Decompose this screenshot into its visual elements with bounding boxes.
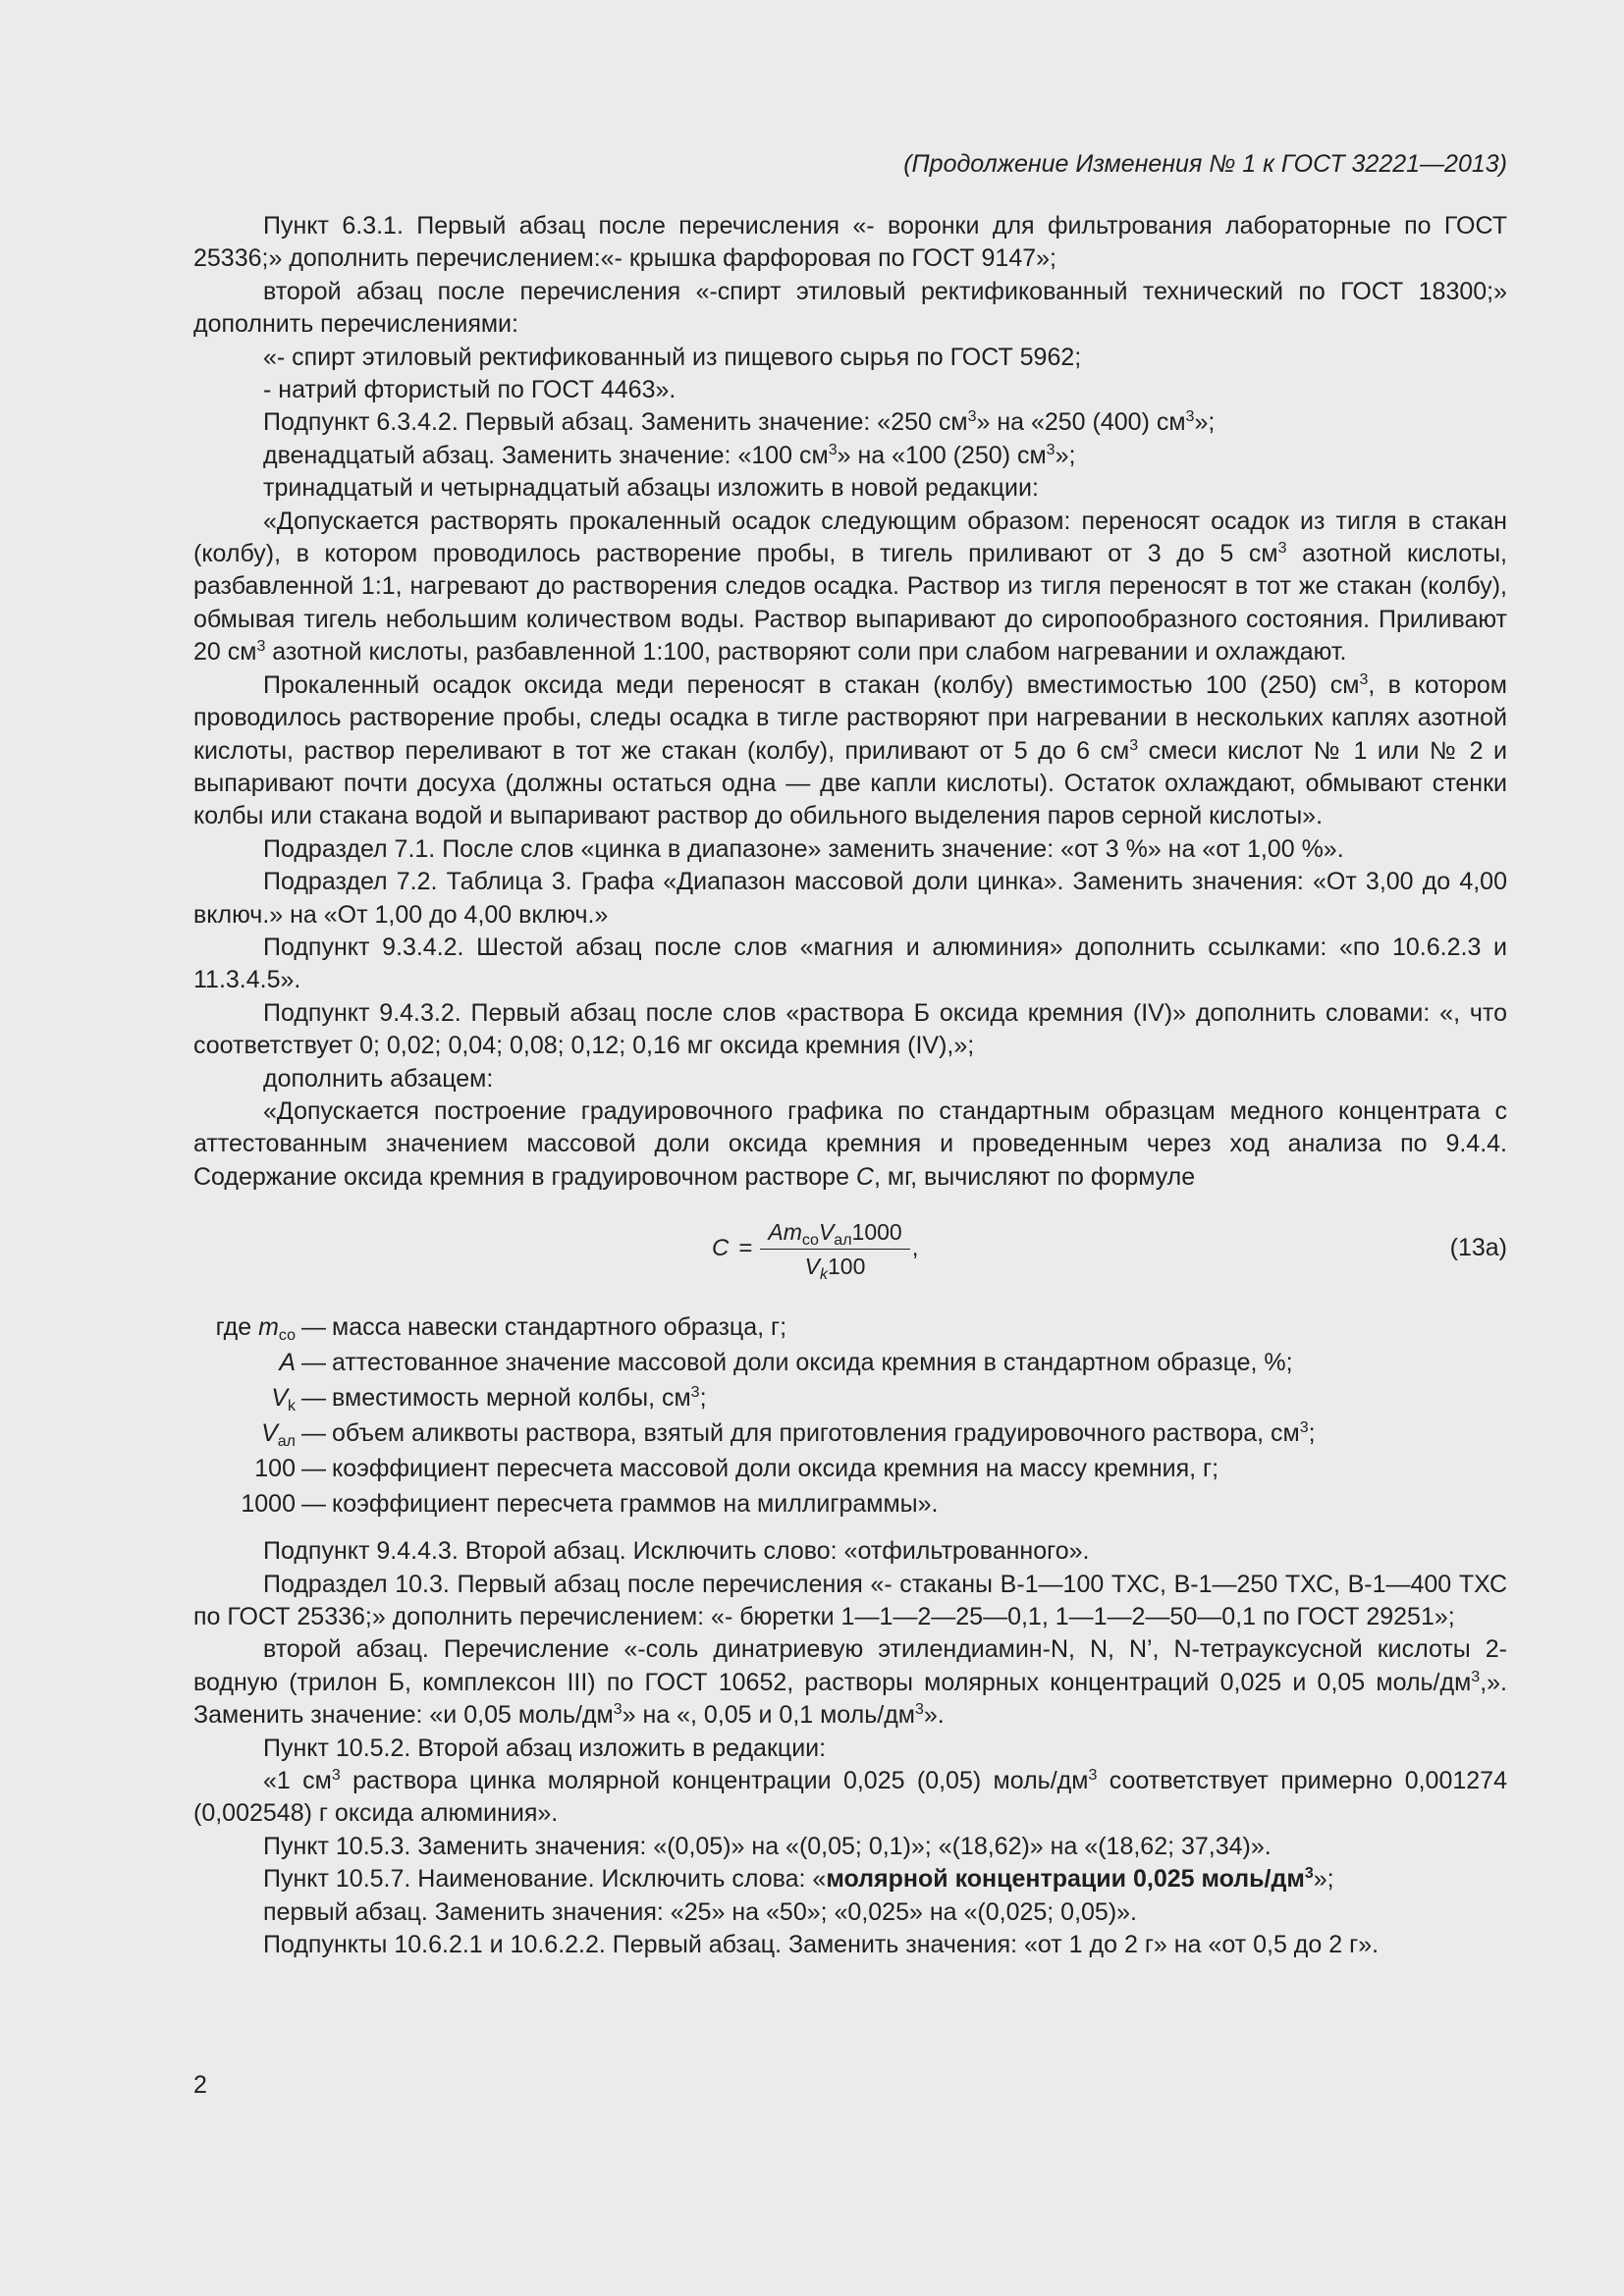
- paragraph-calibration: «Допускается построение градуировочного графика по стандартным образцам медного концентрата с аттестованным значением массовой доли оксида кремния и проведенным через ход анализа по 9.4.4. Содержание оксида кремния в градуировочном растворе C, мг, вычисляют по формуле: [193, 1096, 1507, 1191]
- where-row: [193, 1309, 1507, 1345]
- paragraph-10-5-2: Пункт 10.5.2. Второй абзац изложить в редакции:: [263, 1734, 827, 1762]
- paragraph-13-14-abzac: тринадцатый и четырнадцатый абзацы изложить в новой редакции:: [263, 474, 1039, 503]
- where-description: масса навески стандартного образца, г;: [332, 1313, 787, 1342]
- where-row: [193, 1380, 1507, 1415]
- where-row: [193, 1486, 1507, 1522]
- formula-number: (13а): [1449, 1234, 1507, 1262]
- formula-numerator: $Am_{со}V_{ал}1000$: [760, 1217, 909, 1250]
- paragraph-9-4-3-2: Подпункт 9.4.3.2. Первый абзац после слов «раствора Б оксида кремния (IV)» дополнить словами: «, что соответствует 0; 0,02; 0,04; 0,08; 0,12; 0,16 мг оксида кремния (IV),»;: [193, 998, 1507, 1060]
- where-description: вместимость мерной колбы, $см^3$;: [332, 1384, 707, 1413]
- paragraph-10-3: Подраздел 10.3. Первый абзац после перечисления «- стаканы В-1—100 ТХС, В-1—250 ТХС, В-1—400 ТХС по ГОСТ 25336;» дополнить перечислением: «- бюретки 1—1—2—25—0,1, 1—1—2—50—0,1 по ГОСТ 29251»;: [193, 1570, 1507, 1630]
- formula-denominator: $V_k100$: [804, 1253, 866, 1283]
- paragraph-second-abzac: второй абзац после перечисления «-спирт этиловый ректификованный технический по ГОСТ 18300;» дополнить перечислениями:: [193, 277, 1507, 339]
- where-description: аттестованное значение массовой доли оксида кремния в стандартном образце, %;: [332, 1349, 1293, 1377]
- where-symbol: 100: [254, 1455, 296, 1483]
- where-list: [193, 1309, 1507, 1522]
- formula-13a: [193, 1207, 1507, 1290]
- paragraph-6-3-1: Пункт 6.3.1. Первый абзац после перечисления «- воронки для фильтрования лабораторные по ГОСТ 25336;» дополнить перечислением:«- крышка фарфоровая по ГОСТ 9147»;: [193, 212, 1507, 273]
- paragraph-dissolve-residue: «Допускается растворять прокаленный осадок следующим образом: переносят осадок из тигля в стакан (колбу), в котором проводилось растворение пробы, в тигель приливают от 3 до 5 $см^3$ азотной кислоты, разбавленной 1:1, нагревают до растворения следов осадка. Раствор из тигля переносят в тот же стакан (колбу), обмывая тигель небольшим количеством воды. Раствор выпаривают до сиропообразного состояния. Приливают 20 $см^3$ азотной кислоты, разбавленной 1:100, растворяют соли при слабом нагревании и охлаждают.: [193, 507, 1507, 667]
- formula-lhs: C: [712, 1235, 730, 1262]
- paragraph-trilon: второй абзац. Перечисление «-соль динатриевую этилендиамин-N, N, N’, N-тетрауксусной кислоты 2-водную (трилон Б, комплексон III) по ГОСТ 10652, растворы молярных концентраций 0,025 и 0,05 моль/$дм^3$,». Заменить значение: «и 0,05 моль/$дм^3$» на «, 0,05 и 0,1 моль/$дм^3$».: [193, 1635, 1507, 1730]
- list-item-sodium-fluoride: - натрий фтористый по ГОСТ 4463».: [263, 376, 677, 404]
- where-symbol: где $m_{со}$: [215, 1313, 296, 1345]
- where-row: [193, 1415, 1507, 1451]
- where-dash: —: [301, 1349, 326, 1377]
- paragraph-9-4-4-3: Подпункт 9.4.4.3. Второй абзац. Исключить слово: «отфильтрованного».: [263, 1537, 1090, 1566]
- paragraph-add-abzac: дополнить абзацем:: [263, 1064, 494, 1093]
- where-dash: —: [301, 1455, 326, 1483]
- continuation-header: (Продолжение Изменения № 1 к ГОСТ 32221—2013): [903, 150, 1507, 178]
- where-description: коэффициент пересчета массовой доли оксида кремния на массу кремния, г;: [332, 1455, 1219, 1483]
- where-row: [193, 1451, 1507, 1486]
- document-body: [193, 210, 1507, 1961]
- formula-fraction: [760, 1217, 909, 1281]
- paragraph-zinc-solution: «1 $см^3$ раствора цинка молярной концентрации 0,025 (0,05) моль/$дм^3$ соответствует примерно 0,001274 (0,002548) г оксида алюминия».: [193, 1767, 1507, 1828]
- paragraph-7-2: Подраздел 7.2. Таблица 3. Графа «Диапазон массовой доли цинка». Заменить значения: «От 3,00 до 4,00 включ.» на «От 1,00 до 4,00 включ.»: [193, 868, 1507, 929]
- where-symbol: 1000: [241, 1490, 296, 1519]
- where-description: коэффициент пересчета граммов на миллиграммы».: [332, 1490, 939, 1519]
- paragraph-first-abzac-values: первый абзац. Заменить значения: «25» на «50»; «0,025» на «(0,025; 0,05)».: [263, 1897, 1138, 1926]
- where-dash: —: [301, 1419, 326, 1448]
- paragraph-10-5-7: Пункт 10.5.7. Наименование. Исключить слова: «молярной концентрации 0,025 моль/$дм^3$»;: [263, 1865, 1334, 1894]
- paragraph-10-6-2: Подпункты 10.6.2.1 и 10.6.2.2. Первый абзац. Заменить значения: «от 1 до 2 г» на «от 0,5 до 2 г».: [263, 1931, 1380, 1959]
- list-item-ethanol: «- спирт этиловый ректификованный из пищевого сырья по ГОСТ 5962;: [263, 343, 1082, 371]
- paragraph-7-1: Подраздел 7.1. После слов «цинка в диапазоне» заменить значение: «от 3 %» на «от 1,00 %».: [263, 834, 1344, 863]
- where-dash: —: [301, 1313, 326, 1342]
- formula-expression: [712, 1207, 918, 1290]
- formula-comma: ,: [911, 1235, 919, 1262]
- where-symbol: A: [279, 1349, 296, 1377]
- where-row: [193, 1345, 1507, 1380]
- where-description: объем аликвоты раствора, взятый для приготовления градуировочного раствора, $см^3$;: [332, 1419, 1316, 1448]
- where-dash: —: [301, 1384, 326, 1413]
- paragraph-twelfth-abzac: двенадцатый абзац. Заменить значение: «100 $см^3$» на «100 (250) $см^3$»;: [263, 441, 1076, 469]
- where-symbol: $V_{ал}$: [261, 1419, 296, 1451]
- formula-equals: =: [738, 1235, 753, 1262]
- paragraph-10-5-3: Пункт 10.5.3. Заменить значения: «(0,05)» на «(0,05; 0,1)»; «(18,62)» на «(18,62; 37,34)».: [263, 1832, 1272, 1860]
- paragraph-9-3-4-2: Подпункт 9.3.4.2. Шестой абзац после слов «магния и алюминия» дополнить ссылками: «по 10.6.2.3 и 11.3.4.5».: [193, 933, 1507, 994]
- page-number: 2: [193, 2071, 207, 2099]
- paragraph-copper-oxide: Прокаленный осадок оксида меди переносят в стакан (колбу) вместимостью 100 (250) $см^3$, в котором проводилось растворение пробы, следы осадка в тигле растворяют при нагревании в нескольких каплях азотной кислоты, раствор переливают в тот же стакан (колбу), приливают от 5 до 6 $см^3$ смеси кислот № 1 или № 2 и выпаривают почти досуха (должны остаться одна — две капли кислоты). Остаток охлаждают, обмывают стенки колбы или стакана водой и выпаривают раствор до обильного выделения паров серной кислоты».: [193, 670, 1507, 830]
- where-symbol: $V_k$: [271, 1384, 296, 1415]
- paragraph-6-3-4-2: Подпункт 6.3.4.2. Первый абзац. Заменить значение: «250 $см^3$» на «250 (400) $см^3$»;: [263, 408, 1216, 437]
- where-dash: —: [301, 1490, 326, 1519]
